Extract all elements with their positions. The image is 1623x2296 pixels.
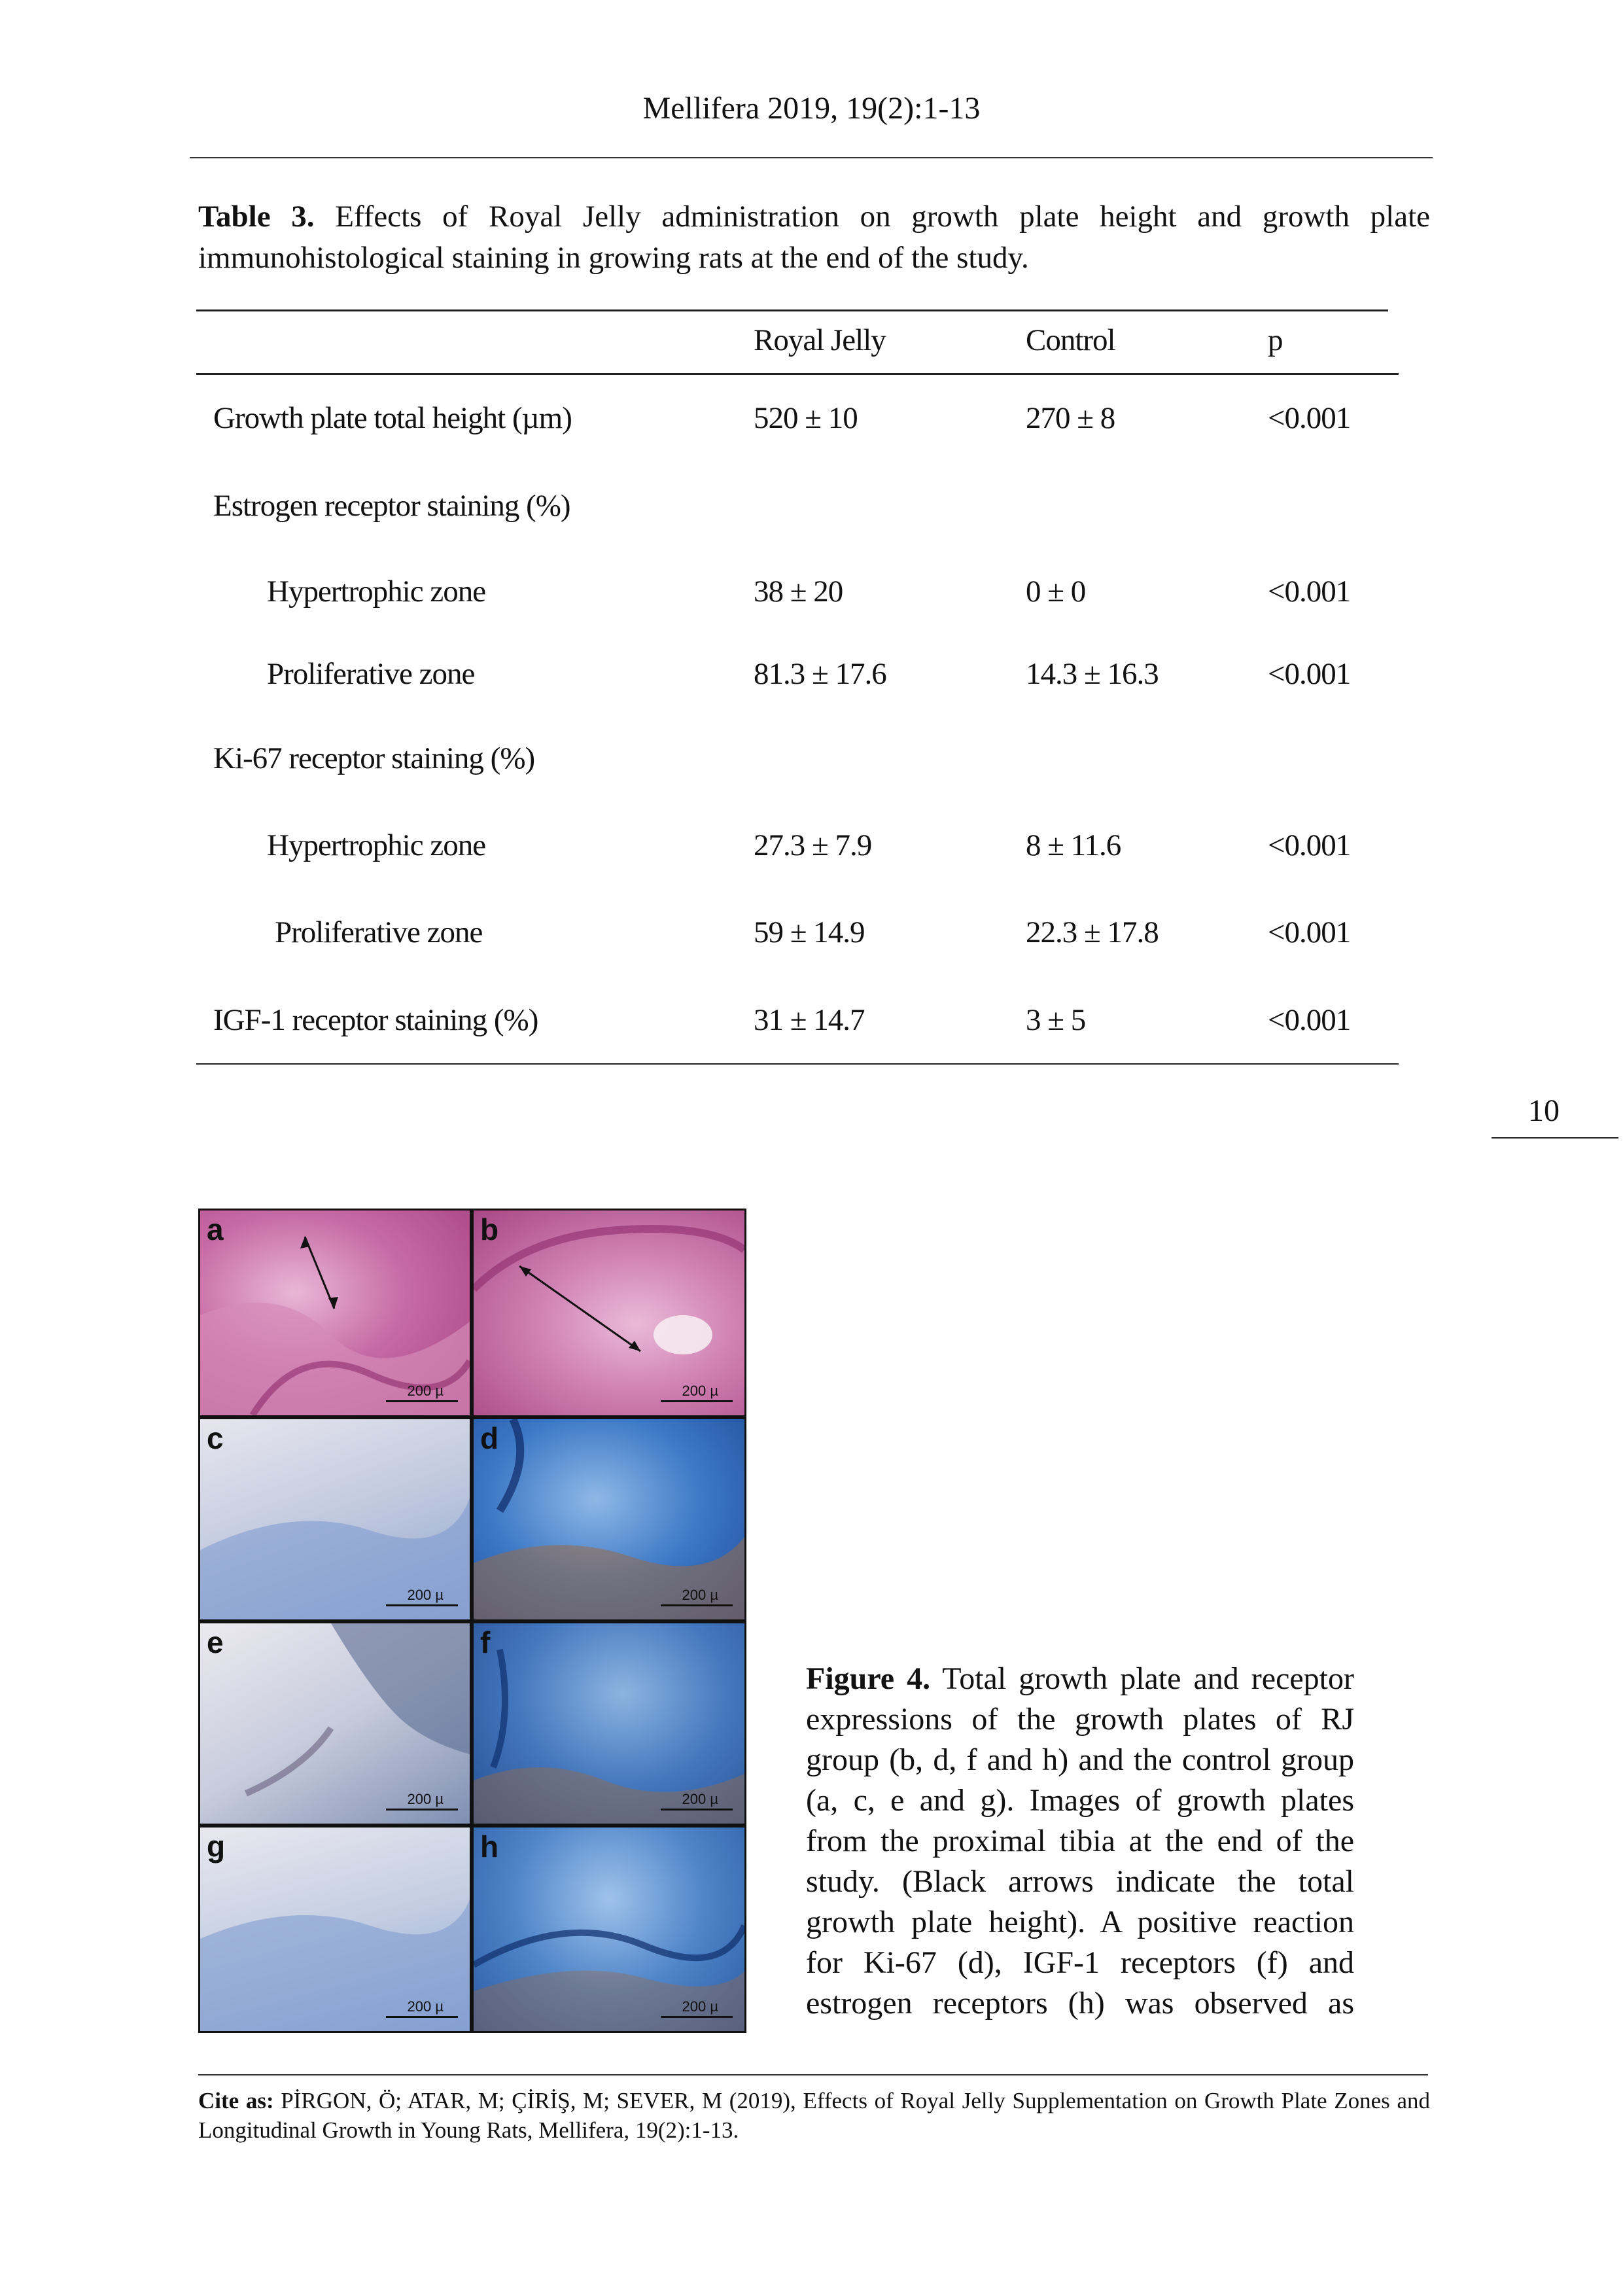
- page-number: 10: [1528, 1093, 1560, 1128]
- panel-letter: a: [207, 1212, 224, 1246]
- panel-letter: f: [480, 1625, 491, 1659]
- table-bottom-rule: [196, 1063, 1399, 1065]
- royal-jelly-value: 31 ± 14.7: [754, 1003, 865, 1037]
- royal-jelly-value: 27.3 ± 7.9: [754, 828, 872, 862]
- panel-letter: e: [207, 1625, 224, 1659]
- citation-label: Cite as:: [198, 2088, 274, 2113]
- p-value: <0.001: [1268, 401, 1351, 435]
- scale-bar: [661, 2016, 733, 2018]
- table-top-rule: [196, 309, 1388, 311]
- column-header-control: Control: [1026, 323, 1115, 357]
- royal-jelly-value: 59 ± 14.9: [754, 915, 865, 949]
- scale-bar: [386, 1400, 458, 1402]
- scale-label: 200 µ: [682, 1383, 718, 1399]
- citation: [198, 2086, 1430, 2145]
- royal-jelly-value: 520 ± 10: [754, 401, 858, 435]
- p-value: <0.001: [1268, 574, 1351, 609]
- p-value: <0.001: [1268, 657, 1351, 691]
- row-label: Proliferative zone: [267, 657, 475, 691]
- micrograph-panel-g: [200, 1828, 470, 2031]
- p-value: <0.001: [1268, 1003, 1351, 1037]
- control-value: 8 ± 11.6: [1026, 828, 1121, 862]
- scale-label: 200 µ: [682, 1791, 718, 1807]
- row-group-label: Estrogen receptor staining (%): [213, 489, 570, 523]
- table-caption-text: Effects of Royal Jelly administration on growth plate height and growth plate immunohistological staining in growing rats at the end of the study.: [198, 200, 1431, 275]
- row-label: Growth plate total height (µm): [213, 401, 572, 435]
- control-value: 14.3 ± 16.3: [1026, 657, 1159, 691]
- control-value: 270 ± 8: [1026, 401, 1115, 435]
- column-header-p: p: [1268, 323, 1283, 357]
- row-group-label: Ki-67 receptor staining (%): [213, 741, 535, 775]
- row-label: IGF-1 receptor staining (%): [213, 1003, 538, 1037]
- figure-micrograph-grid: [198, 1209, 746, 2033]
- citation-text: PİRGON, Ö; ATAR, M; ÇİRİŞ, M; SEVER, M (2019), Effects of Royal Jelly Supplementation on Growth Plate Zones and Longitudinal Growth in Young Rats, Mellifera, 19(2):1-13.: [198, 2088, 1430, 2143]
- height-arrow: [519, 1266, 640, 1351]
- micrograph-panel-h: [474, 1828, 744, 2031]
- scale-label: 200 µ: [682, 1998, 718, 2015]
- scale-label: 200 µ: [682, 1587, 718, 1603]
- panel-letter: h: [480, 1829, 499, 1863]
- control-value: 3 ± 5: [1026, 1003, 1086, 1037]
- scale-bar: [661, 1400, 733, 1402]
- height-arrow: [305, 1237, 334, 1309]
- royal-jelly-value: 38 ± 20: [754, 574, 843, 609]
- micrograph-panel-a: [200, 1210, 470, 1415]
- figure-caption: [806, 1659, 1354, 2024]
- scale-bar: [386, 1604, 458, 1606]
- scale-label: 200 µ: [407, 1383, 444, 1399]
- micrograph-panel-f: [474, 1623, 744, 1824]
- row-label: Proliferative zone: [275, 915, 483, 949]
- scale-label: 200 µ: [407, 1791, 444, 1807]
- row-label: Hypertrophic zone: [267, 828, 486, 862]
- journal-header: Mellifera 2019, 19(2):1-13: [642, 91, 981, 126]
- table-caption-label: Table 3.: [198, 200, 315, 234]
- micrograph-panel-c: [200, 1419, 470, 1619]
- figure-caption-text: Total growth plate and receptor expressions of the growth plates of RJ group (b, d, f and h) and the control group (a, c, e and g). Images of growth plates from the proximal tibia at the end of the study. (Black arrows indicate the total growth plate height). A positive reaction for Ki-67 (d), IGF-1 receptors (f) and estrogen receptors (h) was observed as: [806, 1661, 1355, 2021]
- scale-label: 200 µ: [407, 1587, 444, 1603]
- micrograph-panel-b: [474, 1210, 744, 1415]
- micrograph-panel-d: [474, 1419, 744, 1619]
- header-rule: [190, 157, 1433, 158]
- footer-rule: [198, 2074, 1428, 2075]
- panel-letter: g: [207, 1829, 226, 1863]
- control-value: 22.3 ± 17.8: [1026, 915, 1159, 949]
- panel-letter: d: [480, 1421, 499, 1455]
- control-value: 0 ± 0: [1026, 574, 1086, 609]
- micrograph-panel-e: [200, 1623, 470, 1824]
- scale-bar: [661, 1809, 733, 1810]
- figure-caption-label: Figure 4.: [806, 1661, 931, 1696]
- column-header-royal-jelly: Royal Jelly: [754, 323, 886, 357]
- scale-bar: [386, 2016, 458, 2018]
- row-label: Hypertrophic zone: [267, 574, 486, 609]
- scale-label: 200 µ: [407, 1998, 444, 2015]
- p-value: <0.001: [1268, 915, 1351, 949]
- scale-bar: [661, 1604, 733, 1606]
- p-value: <0.001: [1268, 828, 1351, 862]
- table-header-rule: [196, 373, 1399, 375]
- panel-letter: c: [207, 1421, 224, 1455]
- panel-letter: b: [480, 1212, 499, 1246]
- royal-jelly-value: 81.3 ± 17.6: [754, 657, 886, 691]
- table-caption: [198, 196, 1430, 279]
- scale-bar: [386, 1809, 458, 1810]
- page-number-rule: [1492, 1137, 1618, 1139]
